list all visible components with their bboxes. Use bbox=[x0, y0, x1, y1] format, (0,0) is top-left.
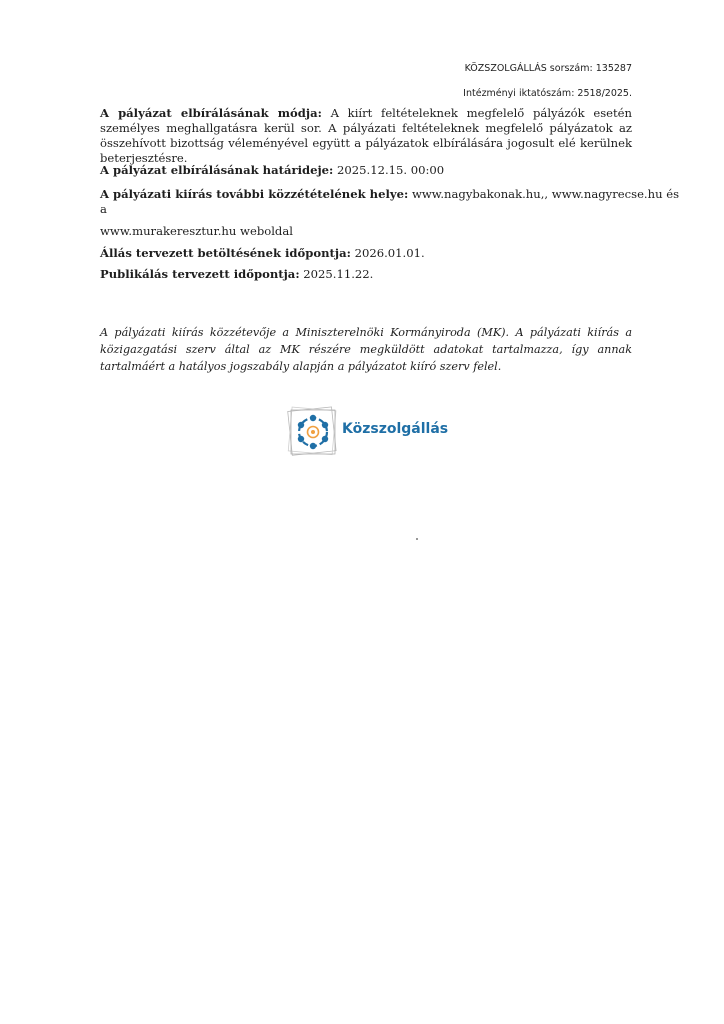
publication-places-value-2: a bbox=[100, 202, 107, 216]
publication-places-row bbox=[100, 187, 679, 202]
evaluation-deadline-value: 2025.12.15. 00:00 bbox=[337, 163, 445, 177]
publication-places-value-1: www.nagybakonak.hu,, www.nagyrecse.hu és bbox=[411, 187, 680, 201]
evaluation-deadline-row bbox=[100, 163, 444, 178]
kozszolgallas-logo-icon bbox=[285, 404, 341, 460]
registry-label: Intézményi iktatószám: bbox=[463, 88, 575, 99]
publication-date-label: Publikálás tervezett időpontja: bbox=[100, 267, 300, 281]
kozszolgallas-logo bbox=[285, 404, 460, 460]
evaluation-method-label: A pályázat elbírálásának módja: bbox=[100, 106, 322, 120]
serial-label: KÖZSZOLGÁLLÁS sorszám: bbox=[464, 63, 593, 74]
serial-value: 135287 bbox=[595, 63, 632, 74]
registry-value: 2518/2025. bbox=[577, 88, 632, 99]
evaluation-deadline-label: A pályázat elbírálásának határideje: bbox=[100, 163, 334, 177]
start-date-value: 2026.01.01. bbox=[354, 246, 425, 260]
publication-places-continuation bbox=[100, 202, 107, 217]
serial-number bbox=[465, 63, 632, 74]
evaluation-method-paragraph bbox=[100, 106, 632, 166]
publisher-notice: A pályázati kiírás közzétevője a Miniszterelnöki Kormányiroda (MK). A pályázati kiírás a közigazgatási szerv által az MK részére megküldött adatokat tartalmazza, így annak tartalmáért a hatályos jogszabály alapján a pályázatot kiíró szerv felel. bbox=[100, 326, 632, 373]
publication-date-row bbox=[100, 267, 373, 282]
publication-date-value: 2025.11.22. bbox=[303, 267, 374, 281]
publication-places-website bbox=[100, 224, 293, 239]
logo-text: Közszolgállás bbox=[342, 421, 449, 437]
start-date-row bbox=[100, 246, 425, 261]
registry-number bbox=[463, 88, 632, 99]
scan-speck bbox=[416, 538, 418, 540]
publication-places-label: A pályázati kiírás további közzétételének helye: bbox=[100, 187, 409, 201]
publication-places-value-3: www.murakeresztur.hu weboldal bbox=[100, 224, 293, 238]
evaluation-method-text: A kiírt feltételeknek megfelelő pályázók esetén személyes meghallgatásra kerül sor. A pályázati feltételeknek megfelelő pályázatok az összehívott bizottság véleményével együtt a pályázatok elbírálására jogosult elé kerülnek beterjesztésre. bbox=[100, 106, 632, 165]
start-date-label: Állás tervezett betöltésének időpontja: bbox=[100, 246, 351, 260]
